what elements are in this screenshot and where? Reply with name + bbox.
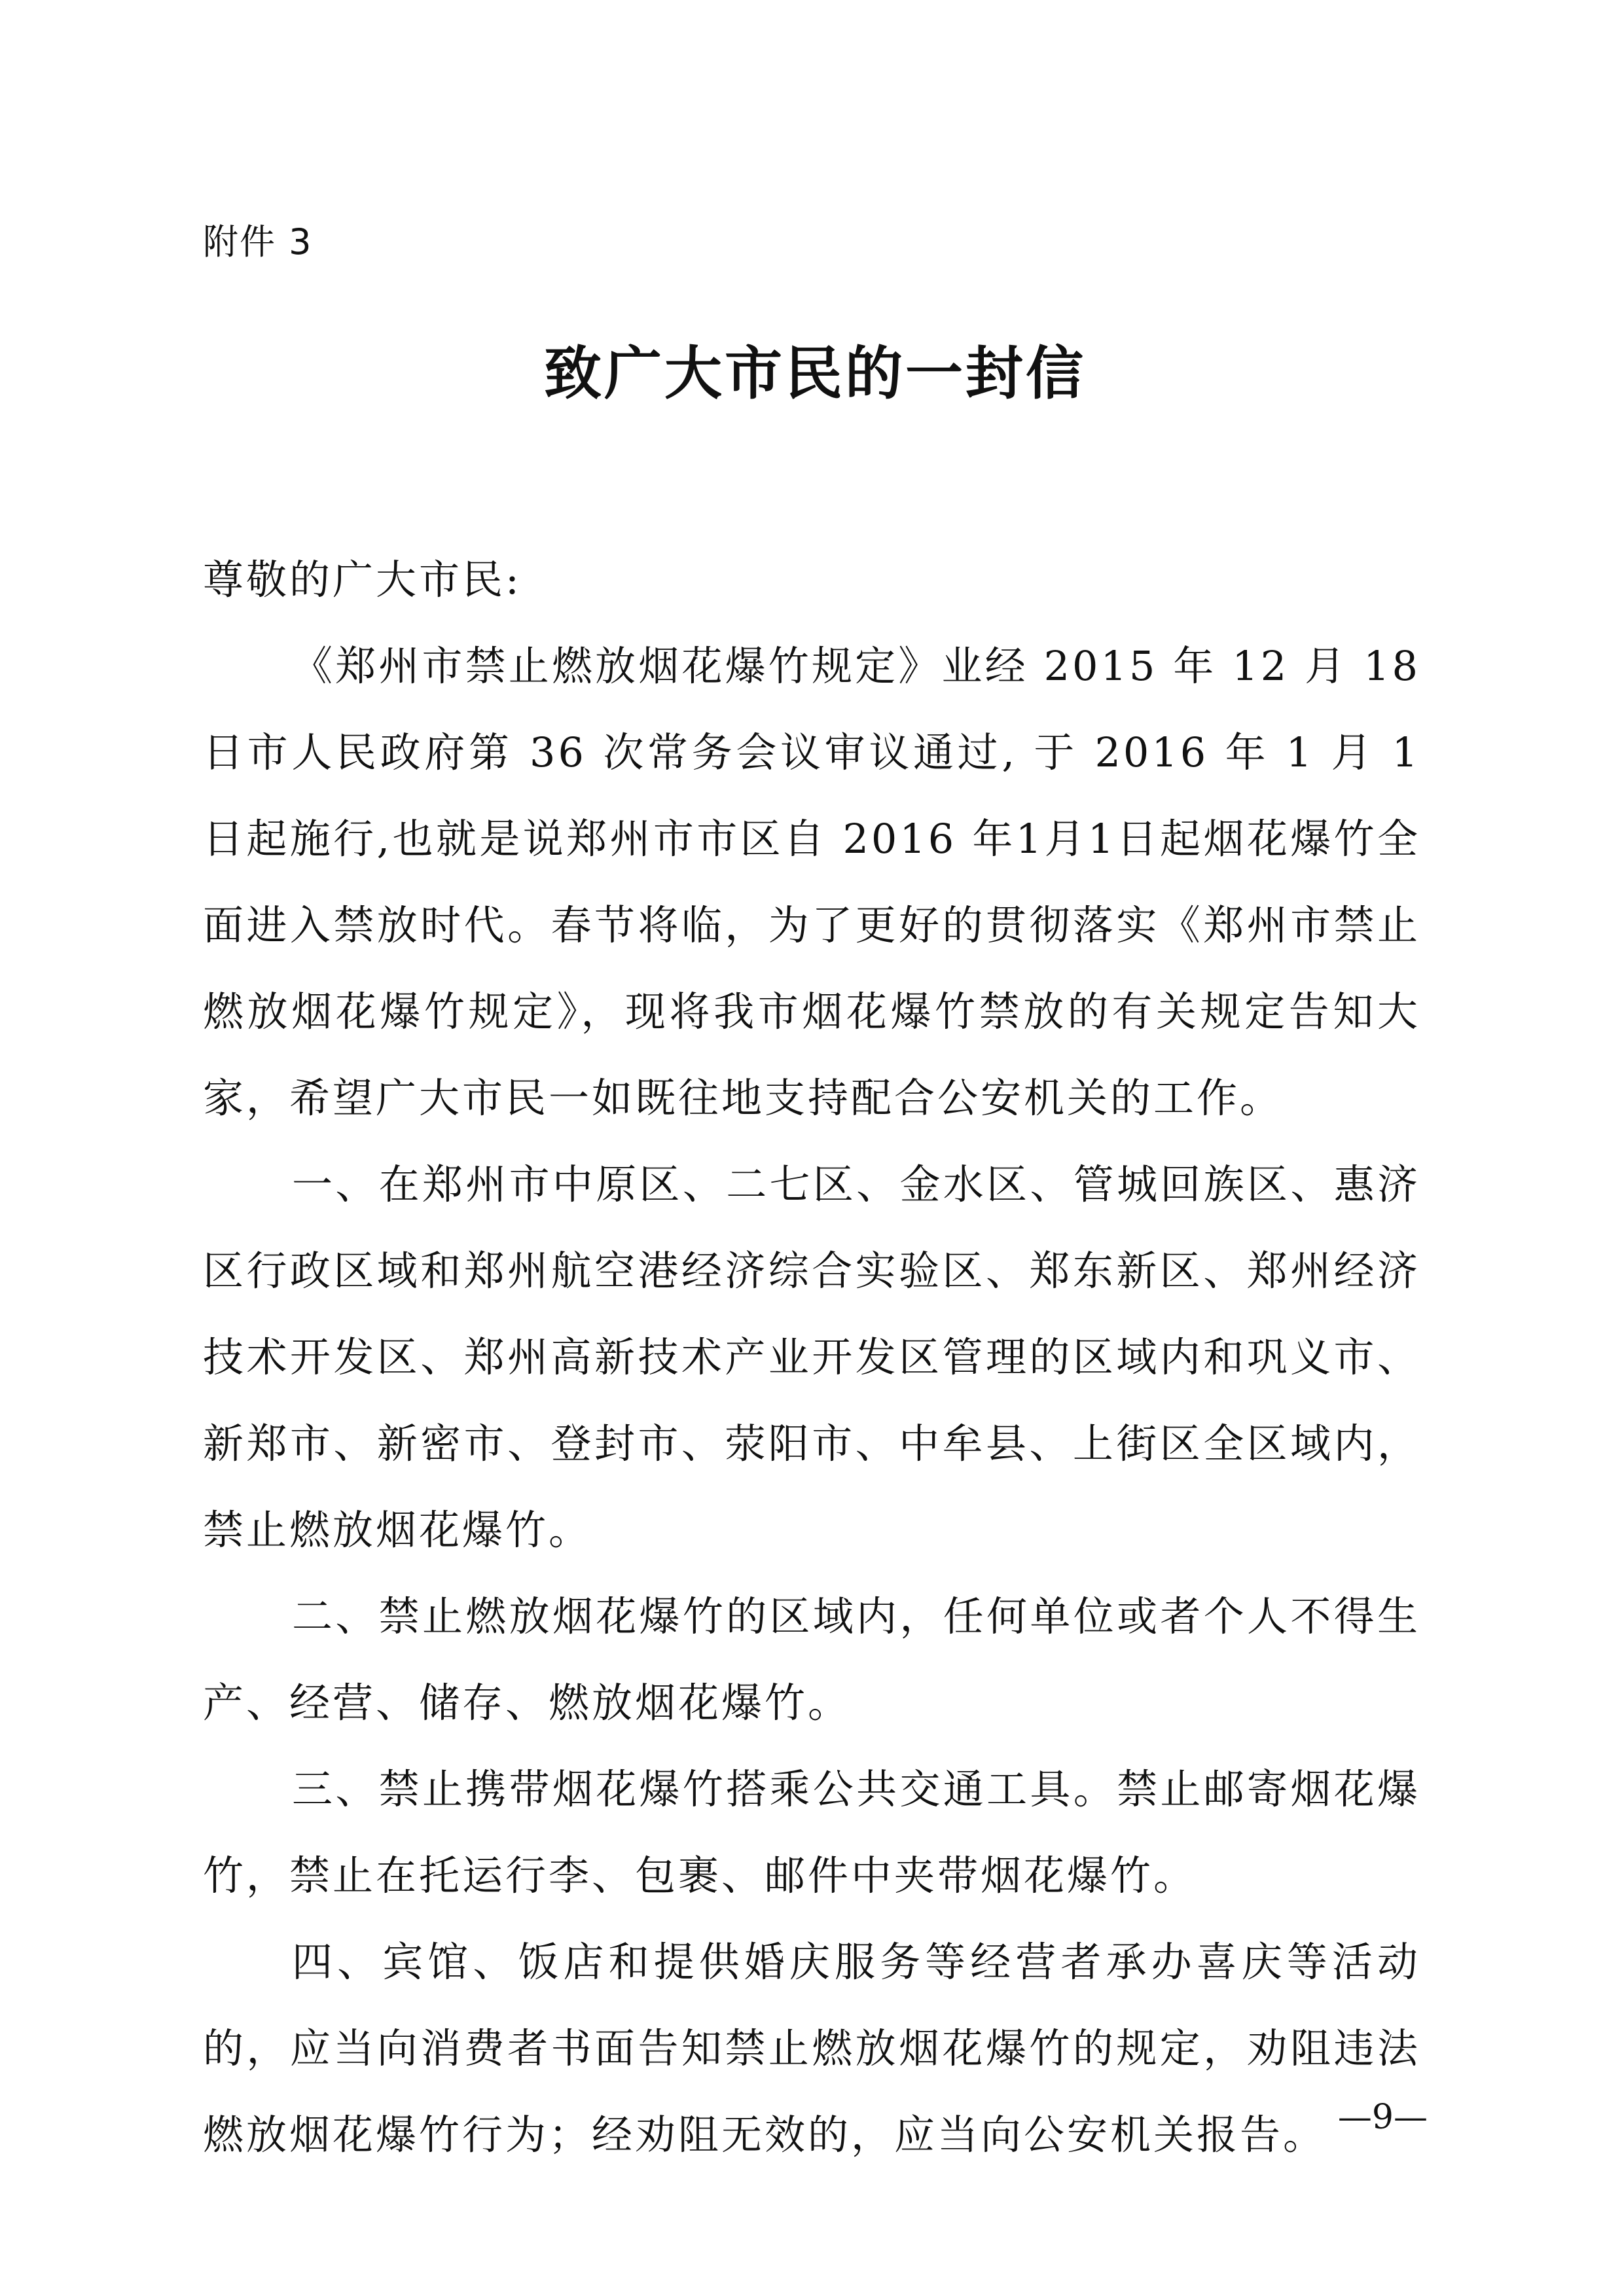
paragraph-intro: 《郑州市禁止燃放烟花爆竹规定》业经 2015 年 12 月 18 日市人民政府第 36 次常务会议审议通过, 于 2016 年 1 月 1 日起施行,也就是说郑州市市区自 2016 年1月1日起烟花爆竹全面进入禁放时代。春节将临，为了更好的贯彻落实《郑州市禁止燃放烟花爆竹规定》，现将我市烟花爆竹禁放的有关规定告知大家，希望广大市民一如既往地支持配合公安机关的工作。	[203, 642, 1420, 1122]
paragraph-rule-4: 四、宾馆、饭店和提供婚庆服务等经营者承办喜庆等活动的，应当向消费者书面告知禁止燃放烟花爆竹的规定，劝阻违法燃放烟花爆竹行为；经劝阻无效的，应当向公安机关报告。	[203, 1938, 1420, 2159]
paragraph-rule-3: 三、禁止携带烟花爆竹搭乘公共交通工具。禁止邮寄烟花爆竹，禁止在托运行李、包裹、邮件中夹带烟花爆竹。	[203, 1765, 1420, 1899]
salutation: 尊敬的广大市民:	[203, 556, 522, 603]
letter-body	[203, 537, 1420, 2178]
paragraph-rule-1: 一、在郑州市中原区、二七区、金水区、管城回族区、惠济区行政区域和郑州航空港经济综合实验区、郑东新区、郑州经济技术开发区、郑州高新技术产业开发区管理的区域内和巩义市、新郑市、新密市、登封市、荥阳市、中牟县、上街区全区域内，禁止燃放烟花爆竹。	[203, 1160, 1420, 1554]
attachment-label: 附件 3	[203, 221, 313, 262]
page-title: 致广大市民的一封信	[543, 339, 1086, 407]
page-number: —9—	[1337, 2098, 1428, 2137]
paragraph-rule-2: 二、禁止燃放烟花爆竹的区域内，任何单位或者个人不得生产、经营、储存、燃放烟花爆竹。	[203, 1592, 1420, 1727]
